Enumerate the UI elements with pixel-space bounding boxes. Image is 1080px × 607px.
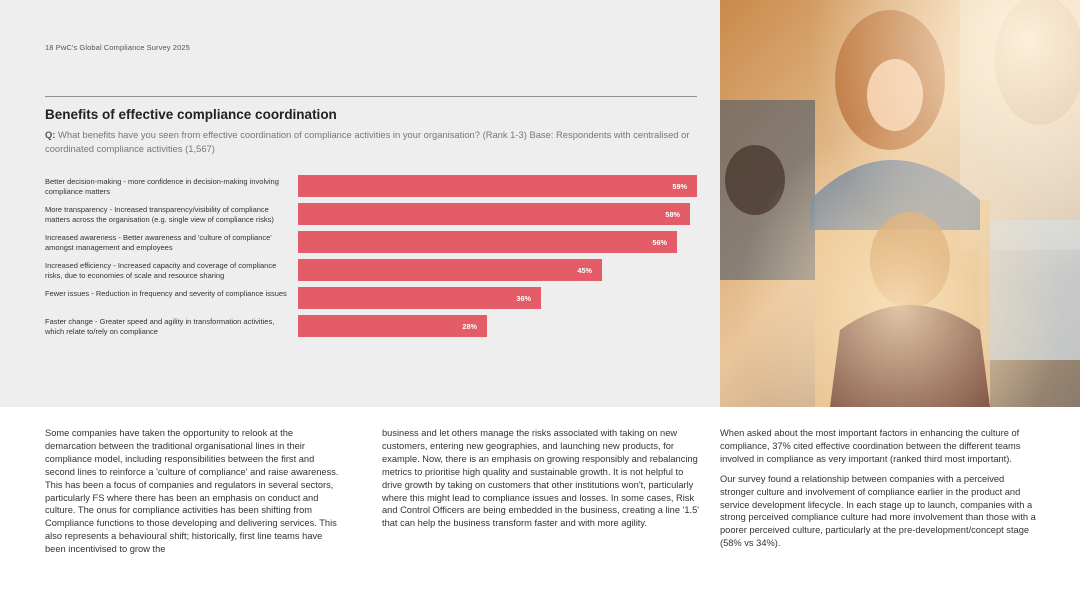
body-column-1	[45, 427, 345, 563]
bar-value-label: 45%	[577, 266, 592, 275]
bar	[298, 231, 677, 253]
category-label: Increased efficiency - Increased capacity and coverage of compliance risks, due to economies of scale and resource sharing	[45, 261, 277, 280]
paragraph: Some companies have taken the opportunity to relook at the demarcation between the traditional organisational lines in their compliance model, including responsibilities between the first and second lines to reinforce a 'culture of compliance' and raise awareness. This has been a focus of companies and regulators in several sectors, particularly FS where there has been an emphasis on conduct and culture. The onus for compliance activities has been shifting from Compliance functions to those developing and delivering services. This also represents a behavioural shift; historically, first line teams have been incentivised to grow the	[45, 428, 339, 555]
question-prefix: Q:	[45, 129, 56, 140]
question-text: What benefits have you seen from effective coordination of compliance activities in your organisation? (Rank 1-3) Base: Respondents with centralised or coordinated compliance activities (1,567)	[45, 129, 690, 154]
category-label: Fewer issues - Reduction in frequency and severity of compliance issues	[45, 289, 287, 298]
chart-title: Benefits of effective compliance coordination	[45, 107, 337, 122]
bar	[298, 203, 690, 225]
running-header: 18 PwC's Global Compliance Survey 2025	[45, 43, 190, 52]
bar	[298, 175, 697, 197]
bar-value-label: 56%	[652, 238, 667, 247]
bar-chart	[0, 0, 720, 407]
paragraph: Our survey found a relationship between companies with a perceived stronger culture and involvement of compliance earlier in the product and service development lifecycle. In each stage up to launch, companies with a strong perceived compliance culture had more involvement than those with a poorer perceived culture, particularly at the pre-development/concept stage (58% vs 34%).	[720, 473, 1036, 549]
category-label: Increased awareness - Better awareness and 'culture of compliance' amongst management and employees	[45, 233, 272, 252]
bar-value-label: 59%	[672, 182, 687, 191]
paragraph: business and let others manage the risks associated with taking on new customers, entering new geographies, and launching new products, for example. Now, there is an emphasis on growing responsibly and rebalancing metrics to prioritise high quality and sustainable growth. It is not helpful to drive growth by taking on customers that other institutions won't, particularly where this might lead to compliance issues and losses. In some cases, Risk and Control Officers are being embedded in the business, creating a line '1.5' that can help the business transform faster and with more agility.	[382, 428, 700, 529]
bar-value-label: 28%	[462, 322, 477, 331]
category-label: More transparency - Increased transparency/visibility of compliance matters across the organisation (e.g. single view of compliance risks)	[45, 205, 274, 224]
bar-value-label: 58%	[665, 210, 680, 219]
category-label: Faster change - Greater speed and agility in transformation activities, which relate to/rely on compliance	[45, 317, 275, 336]
body-column-3	[720, 427, 1038, 557]
paragraph: When asked about the most important factors in enhancing the culture of compliance, 37% cited effective coordination between the different teams involved in compliance as very important (ranked third most important).	[720, 428, 1021, 464]
office-photo	[720, 0, 1080, 407]
category-label: Better decision-making - more confidence in decision-making involving compliance matters	[45, 177, 279, 196]
bar-value-label: 36%	[516, 294, 531, 303]
body-column-2	[382, 427, 700, 537]
